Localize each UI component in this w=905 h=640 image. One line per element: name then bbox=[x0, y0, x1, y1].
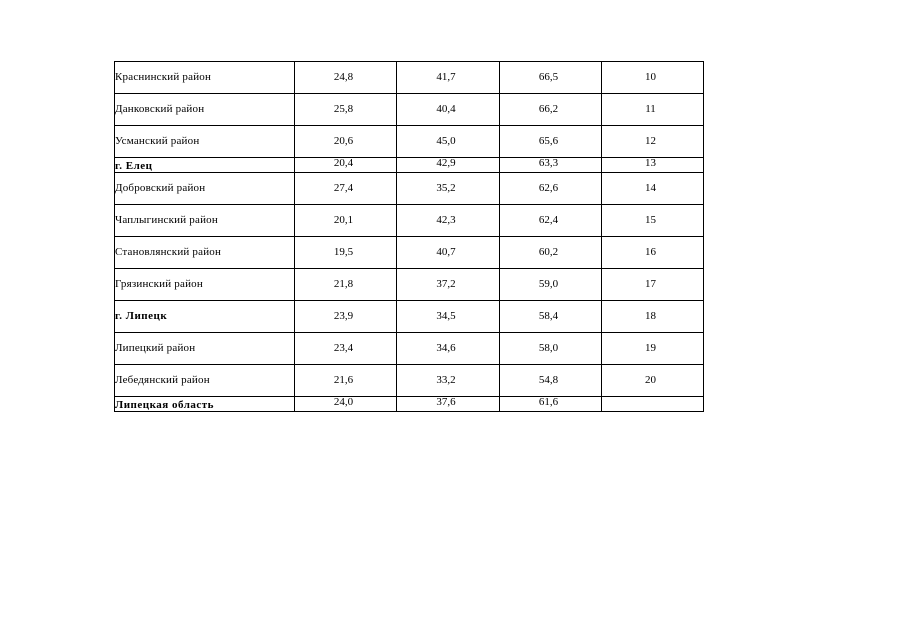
rank-text: 19 bbox=[645, 342, 656, 354]
value-total-text: 62,4 bbox=[538, 214, 559, 226]
value-b-cell bbox=[397, 269, 500, 301]
district-name-cell: Становлянский район bbox=[115, 237, 295, 269]
value-total-cell bbox=[500, 237, 602, 269]
value-b-cell bbox=[397, 333, 500, 365]
value-b-cell bbox=[397, 205, 500, 237]
value-b-text: 33,2 bbox=[436, 374, 456, 386]
table-row bbox=[115, 205, 704, 237]
value-b-cell bbox=[397, 237, 500, 269]
rank-cell bbox=[602, 62, 704, 94]
district-name-cell: Грязинский район bbox=[115, 269, 295, 301]
rank-text: 11 bbox=[645, 103, 656, 115]
value-b-text: 35,2 bbox=[436, 182, 456, 194]
value-total-cell bbox=[500, 205, 602, 237]
rank-text: 20 bbox=[645, 374, 656, 386]
value-total-text: 65,6 bbox=[538, 135, 559, 147]
value-b-text: 41,7 bbox=[436, 71, 456, 83]
value-total-text: 60,2 bbox=[538, 246, 559, 258]
value-a-text: 27,4 bbox=[333, 182, 354, 194]
district-name-cell: Добровский район bbox=[115, 173, 295, 205]
rank-text: 10 bbox=[645, 71, 656, 83]
district-name-cell: Липецкий район bbox=[115, 333, 295, 365]
rank-text: 13 bbox=[645, 157, 656, 169]
value-total-text: 62,6 bbox=[538, 182, 559, 194]
rank-cell bbox=[602, 94, 704, 126]
value-b-text: 40,7 bbox=[436, 246, 456, 258]
table-row bbox=[115, 333, 704, 365]
rank-cell bbox=[602, 173, 704, 205]
value-total-text: 61,6 bbox=[538, 396, 559, 408]
value-a-text: 24,8 bbox=[333, 71, 354, 83]
value-total-cell bbox=[500, 333, 602, 365]
rank-text: 18 bbox=[645, 310, 656, 322]
value-b-text: 34,5 bbox=[436, 310, 456, 322]
value-a-text: 24,0 bbox=[333, 396, 354, 408]
value-total-cell bbox=[500, 397, 602, 412]
value-a-cell bbox=[295, 158, 397, 173]
table-row bbox=[115, 62, 704, 94]
value-a-cell bbox=[295, 397, 397, 412]
district-name-cell: Данковский район bbox=[115, 94, 295, 126]
value-a-cell bbox=[295, 126, 397, 158]
district-name-cell: Чаплыгинский район bbox=[115, 205, 295, 237]
value-a-text: 20,4 bbox=[333, 157, 354, 169]
rank-cell bbox=[602, 269, 704, 301]
district-name-cell: Усманский район bbox=[115, 126, 295, 158]
rank-text: 15 bbox=[645, 214, 656, 226]
value-b-cell bbox=[397, 158, 500, 173]
district-name-cell: Краснинский район bbox=[115, 62, 295, 94]
rank-text: 14 bbox=[645, 182, 656, 194]
district-name-cell: г. Липецк bbox=[115, 301, 295, 333]
value-b-cell bbox=[397, 397, 500, 412]
value-total-text: 66,5 bbox=[538, 71, 559, 83]
rank-cell bbox=[602, 397, 704, 412]
value-total-cell bbox=[500, 365, 602, 397]
value-b-cell bbox=[397, 94, 500, 126]
rank-cell bbox=[602, 205, 704, 237]
value-a-text: 23,9 bbox=[333, 310, 354, 322]
value-total-text: 58,0 bbox=[538, 342, 559, 354]
table-row bbox=[115, 126, 704, 158]
value-total-cell bbox=[500, 94, 602, 126]
value-a-text: 19,5 bbox=[333, 246, 354, 258]
value-b-cell bbox=[397, 301, 500, 333]
value-total-cell bbox=[500, 126, 602, 158]
table-row bbox=[115, 237, 704, 269]
value-total-cell bbox=[500, 62, 602, 94]
district-statistics-table bbox=[114, 61, 704, 412]
value-b-text: 37,2 bbox=[436, 278, 456, 290]
rank-cell bbox=[602, 333, 704, 365]
value-total-cell bbox=[500, 158, 602, 173]
value-a-cell bbox=[295, 333, 397, 365]
value-total-text: 54,8 bbox=[538, 374, 559, 386]
value-a-text: 21,8 bbox=[333, 278, 354, 290]
value-b-text: 42,9 bbox=[436, 157, 456, 169]
value-a-cell bbox=[295, 269, 397, 301]
value-b-text: 42,3 bbox=[436, 214, 456, 226]
value-b-cell bbox=[397, 365, 500, 397]
value-a-cell bbox=[295, 94, 397, 126]
table-row bbox=[115, 397, 704, 412]
value-b-cell bbox=[397, 126, 500, 158]
value-a-text: 25,8 bbox=[333, 103, 354, 115]
rank-cell bbox=[602, 301, 704, 333]
value-b-text: 45,0 bbox=[436, 135, 456, 147]
value-b-cell bbox=[397, 62, 500, 94]
value-b-text: 40,4 bbox=[436, 103, 456, 115]
rank-text: 17 bbox=[645, 278, 656, 290]
value-total-text: 59,0 bbox=[538, 278, 559, 290]
rank-text: 16 bbox=[645, 246, 656, 258]
value-b-text: 37,6 bbox=[436, 396, 456, 408]
value-b-text: 34,6 bbox=[436, 342, 456, 354]
value-a-cell bbox=[295, 205, 397, 237]
value-total-cell bbox=[500, 301, 602, 333]
value-a-cell bbox=[295, 237, 397, 269]
table-row bbox=[115, 301, 704, 333]
table-row bbox=[115, 94, 704, 126]
table-row bbox=[115, 158, 704, 173]
value-b-cell bbox=[397, 173, 500, 205]
table-body bbox=[115, 62, 704, 412]
value-a-text: 21,6 bbox=[333, 374, 354, 386]
value-a-text: 23,4 bbox=[333, 342, 354, 354]
value-total-cell bbox=[500, 173, 602, 205]
value-a-cell bbox=[295, 62, 397, 94]
rank-cell bbox=[602, 237, 704, 269]
value-a-text: 20,1 bbox=[333, 214, 354, 226]
value-a-cell bbox=[295, 365, 397, 397]
table-row bbox=[115, 365, 704, 397]
value-total-text: 63,3 bbox=[538, 157, 559, 169]
district-name-cell: г. Елец bbox=[115, 158, 295, 173]
value-a-text: 20,6 bbox=[333, 135, 354, 147]
value-total-text: 66,2 bbox=[538, 103, 559, 115]
value-total-text: 58,4 bbox=[538, 310, 559, 322]
rank-text: 12 bbox=[645, 135, 656, 147]
rank-cell bbox=[602, 158, 704, 173]
rank-cell bbox=[602, 365, 704, 397]
value-a-cell bbox=[295, 173, 397, 205]
table-row bbox=[115, 269, 704, 301]
district-name-cell: Липецкая область bbox=[115, 397, 295, 412]
rank-cell bbox=[602, 126, 704, 158]
district-name-cell: Лебедянский район bbox=[115, 365, 295, 397]
table-row bbox=[115, 173, 704, 205]
value-total-cell bbox=[500, 269, 602, 301]
value-a-cell bbox=[295, 301, 397, 333]
